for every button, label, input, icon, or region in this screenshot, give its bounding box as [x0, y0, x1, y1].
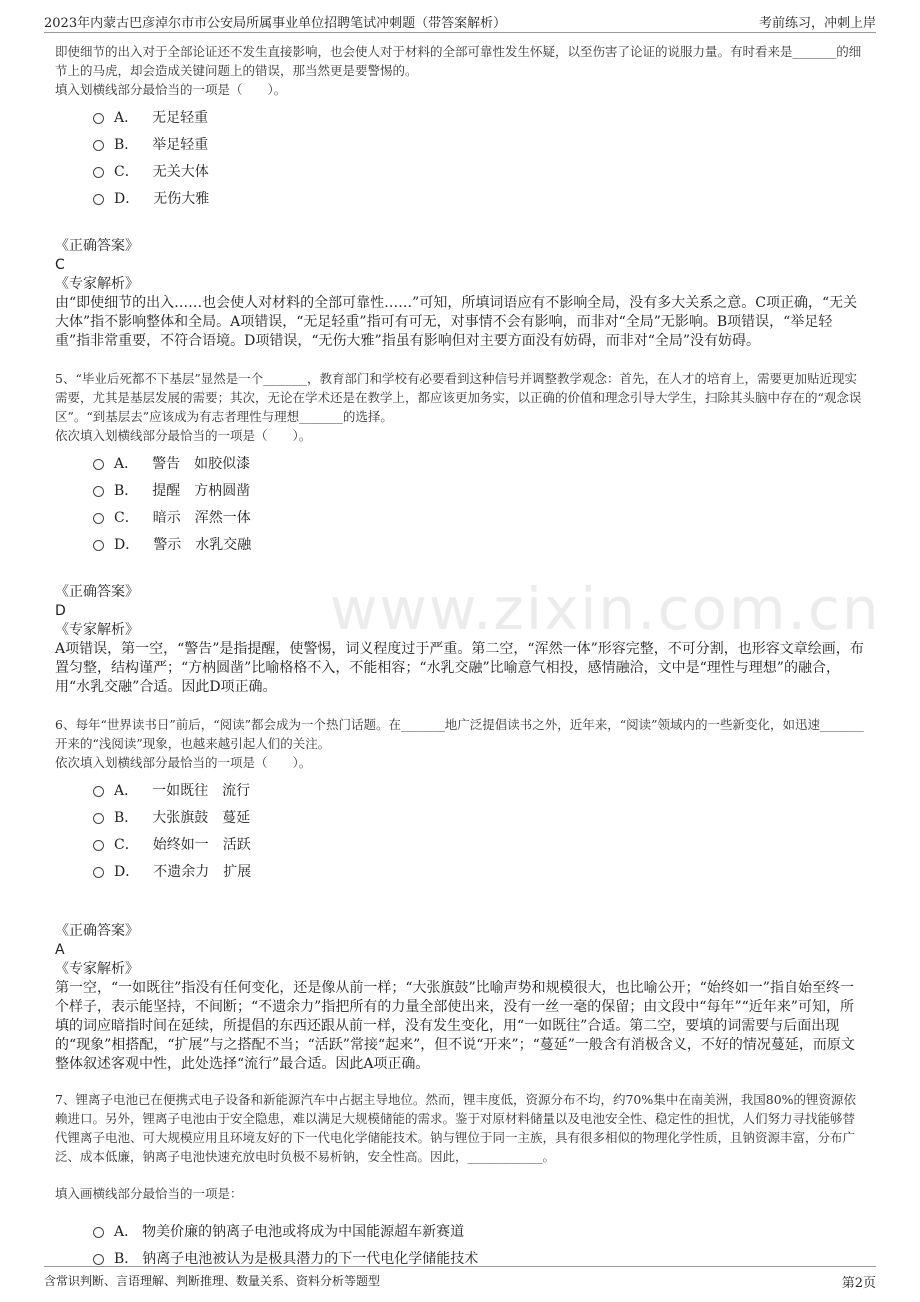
option-list: [93, 776, 867, 884]
option-b[interactable]: [93, 130, 867, 157]
footer-categories: 含常识判断、言语理解、判断推理、数量关系、资料分析等题型: [44, 1274, 381, 1288]
question-5: [55, 369, 867, 697]
option-a[interactable]: [93, 449, 867, 476]
option-a[interactable]: [93, 1217, 867, 1244]
option-text: 钠离子电池被认为是极具潜力的下一代电化学储能技术: [142, 1250, 479, 1267]
answer-value: C: [55, 257, 65, 273]
option-letter: B．: [114, 1250, 139, 1267]
option-text: 警告 如胶似漆: [152, 455, 251, 472]
question-stem: 6、每年“世界读书日”前后，“阅读”都会成为一个热门话题。在_______地广泛提倡读书之外，近年来，“阅读”领域内的一些新变化，如迅速_______开来的“浅阅读”现象，也越来越引起人们的关注。: [55, 717, 864, 751]
radio-icon[interactable]: [93, 786, 104, 797]
radio-icon[interactable]: [93, 540, 104, 551]
option-d[interactable]: [93, 857, 867, 884]
radio-icon[interactable]: [93, 1254, 104, 1265]
question-stem: 即使细节的出入对于全部论证还不发生直接影响，也会使人对于材料的全部可靠性发生怀疑，以至伤害了论证的说服力量。有时看来是_______的细节上的马虎，却会造成关键问题上的错误，那当然更是要警惕的。: [55, 44, 862, 78]
page-number: 第2页: [841, 1276, 876, 1291]
option-text: 无伤大雅: [153, 190, 210, 207]
header-tagline: 考前练习，冲刺上岸: [758, 16, 876, 31]
option-letter: A．: [114, 455, 139, 472]
radio-icon[interactable]: [93, 867, 104, 878]
option-letter: C．: [114, 163, 139, 180]
page-header: [44, 10, 876, 33]
answer-label: 《正确答案》: [55, 584, 139, 600]
option-letter: D．: [114, 190, 140, 207]
option-text: 一如既往 流行: [152, 782, 251, 799]
option-d[interactable]: [93, 184, 867, 211]
answer-value: D: [55, 603, 66, 619]
radio-icon[interactable]: [93, 813, 104, 824]
option-text: 警示 水乳交融: [153, 536, 252, 553]
document-content: [55, 42, 867, 1271]
radio-icon[interactable]: [93, 840, 104, 851]
question-prompt: 依次填入划横线部分最恰当的一项是（ ）。: [55, 755, 312, 770]
answer-label: 《正确答案》: [55, 923, 139, 939]
option-b[interactable]: [93, 476, 867, 503]
question-prompt: 填入划横线部分最恰当的一项是（ ）。: [55, 82, 287, 97]
option-letter: B．: [114, 482, 139, 499]
explanation-label: 《专家解析》: [55, 622, 139, 638]
option-c[interactable]: [93, 157, 867, 184]
radio-icon[interactable]: [93, 140, 104, 151]
option-letter: B．: [114, 136, 139, 153]
explanation-text: 第一空，“一如既往”指没有任何变化，还是像从前一样；“大张旗鼓”比喻声势和规模很大，也比喻公开；“始终如一”指自始至终一个样子，表示能坚持，不间断；“不遗余力”指把所有的力量全部使出来，没有一丝一毫的保留；由文段中“每年”“近年来”可知，所填的词应暗指时间在延续，所提倡的东西还跟从前一样，没有发生变化，用“一如既往”合适。第二空，要填的词需要与后面出现的“现象”相搭配，“扩展”与之搭配不当；“活跃”常接“起来”，但不说“开来”；“蔓延”一般含有消极含义，不好的情况蔓延，而原文整体叙述客观中性，此处选择“流行”最合适。因此A项正确。: [55, 980, 855, 1072]
radio-icon[interactable]: [93, 194, 104, 205]
question-6: [55, 715, 867, 1074]
option-list: [93, 1217, 867, 1271]
option-text: 无关大体: [152, 163, 209, 180]
question-stem: 5、“毕业后死都不下基层”显然是一个_______，教育部门和学校有必要看到这种信号并调整教学观念：首先，在人才的培育上，需要更加贴近现实需要，尤其是基层发展的需要；其次，无论在学术还是在教学上，都应该更加务实，以正确的价值和理念引导大学生，扫除其头脑中存在的“观念误区”。“到基层去”应该成为有志者理性与理想_______的选择。: [55, 371, 862, 424]
radio-icon[interactable]: [93, 113, 104, 124]
option-letter: C．: [114, 509, 139, 526]
explanation-label: 《专家解析》: [55, 276, 139, 292]
option-text: 物美价廉的钠离子电池或将成为中国能源超车新赛道: [142, 1223, 465, 1240]
option-a[interactable]: [93, 776, 867, 803]
option-text: 提醒 方枘圆凿: [152, 482, 251, 499]
option-text: 大张旗鼓 蔓延: [152, 809, 251, 826]
watermark: www.zixin.com.cn: [330, 575, 881, 643]
option-c[interactable]: [93, 503, 867, 530]
option-a[interactable]: [93, 103, 867, 130]
option-d[interactable]: [93, 530, 867, 557]
radio-icon[interactable]: [93, 459, 104, 470]
option-letter: A．: [114, 782, 139, 799]
option-letter: D．: [114, 863, 140, 880]
explanation-text: A项错误，第一空，“警告”是指提醒，使警惕，词义程度过于严重。第二空，“浑然一体”形容完整，不可分割，也形容文章绘画，布置匀整，结构谨严；“方枘圆凿”比喻格格不入，不能相容；“水乳交融”比喻意气相投，感情融洽，文中是“理性与理想”的融合，用“水乳交融”合适。因此D项正确。: [55, 641, 864, 695]
option-text: 无足轻重: [152, 109, 209, 126]
option-letter: B．: [114, 809, 139, 826]
explanation-text: 由“即使细节的出入……也会使人对材料的全部可靠性……”可知，所填词语应有不影响全局，没有多大关系之意。C项正确，“无关大体”指不影响整体和全局。A项错误，“无足轻重”指可有可无，对事情不会有影响，而非对“全局”无影响。B项错误，“举足轻重”指非常重要，不符合语境。D项错误，“无伤大雅”指虽有影响但对主要方面没有妨碍，而非对“全局”没有妨碍。: [55, 295, 858, 349]
explanation-label: 《专家解析》: [55, 961, 139, 977]
question-4: [55, 42, 867, 351]
option-list: [93, 449, 867, 557]
option-text: 始终如一 活跃: [152, 836, 251, 853]
option-b[interactable]: [93, 803, 867, 830]
answer-label: 《正确答案》: [55, 238, 139, 254]
page-footer: [44, 1266, 876, 1291]
question-prompt: 依次填入划横线部分最恰当的一项是（ ）。: [55, 428, 312, 443]
option-list: [93, 103, 867, 211]
option-letter: D．: [114, 536, 140, 553]
option-letter: C．: [114, 836, 139, 853]
option-c[interactable]: [93, 830, 867, 857]
option-text: 暗示 浑然一体: [152, 509, 251, 526]
radio-icon[interactable]: [93, 1227, 104, 1238]
answer-value: A: [55, 942, 65, 958]
option-letter: A．: [114, 1223, 139, 1240]
radio-icon[interactable]: [93, 486, 104, 497]
question-stem: 7、锂离子电池已在便携式电子设备和新能源汽车中占据主导地位。然而，锂丰度低，资源分布不均，约70%集中在南美洲，我国80%的锂资源依赖进口。另外，锂离子电池由于安全隐患，难以满足大规模储能的需求。鉴于对原材料储量以及电池安全性、稳定性的担忧，人们努力寻找能够替代锂离子电池、可大规模应用且环境友好的下一代电化学储能技术。钠与锂位于同一主族，具有很多相似的物理化学性质，且钠资源丰富，分布广泛、成本低廉，钠离子电池快速充放电时负极不易析钠，安全性高。因此，____________。: [55, 1092, 857, 1164]
document-title: 2023年内蒙古巴彦淖尔市市公安局所属事业单位招聘笔试冲刺题（带答案解析）: [44, 16, 507, 31]
radio-icon[interactable]: [93, 513, 104, 524]
option-text: 不遗余力 扩展: [153, 863, 252, 880]
option-text: 举足轻重: [152, 136, 209, 153]
question-7: [55, 1090, 867, 1271]
option-letter: A．: [114, 109, 139, 126]
radio-icon[interactable]: [93, 167, 104, 178]
question-prompt: 填入画横线部分最恰当的一项是：: [55, 1186, 243, 1201]
